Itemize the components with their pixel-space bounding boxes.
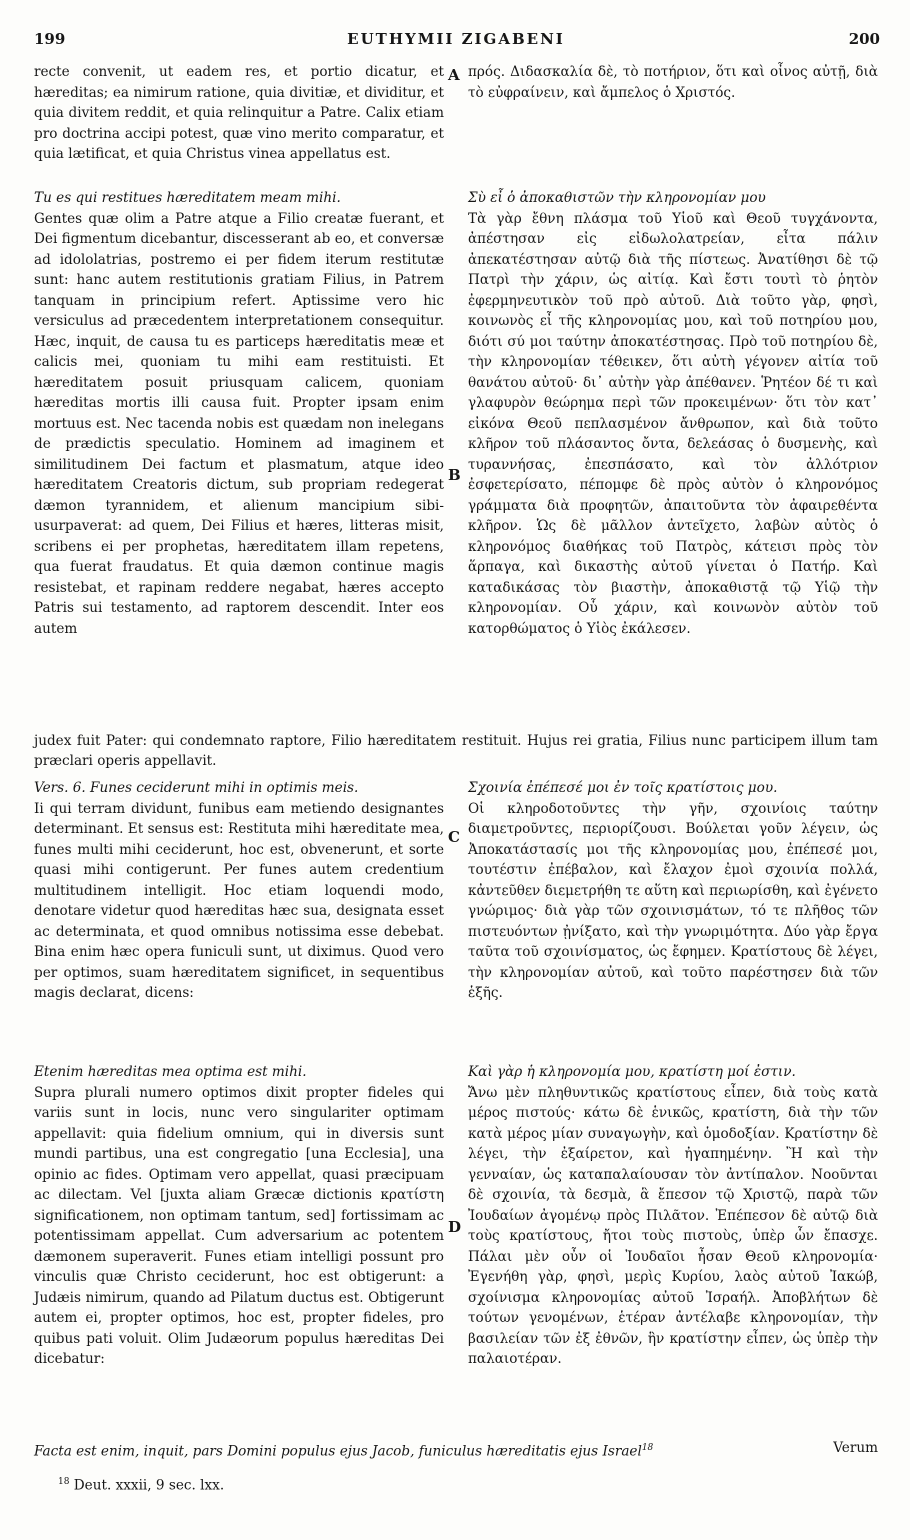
greek-heading: Σχοινία ἐπέπεσέ μοι ἐν τοῖς κρατίστοις μου. [468,780,778,796]
greek-text: πρός. Διδασκαλία δὲ, τὸ ποτήριον, ὅτι καὶ οἶνος αὐτῇ, διὰ τὸ εὐφραίνειν, καὶ ἄμπελος ὁ Χριστός. [468,64,878,101]
latin-heading: Etenim hæreditas mea optima est mihi. [34,1064,307,1080]
greek-text: Ἄνω μὲν πληθυντικῶς κρατίστους εἶπεν, διὰ τοὺς κατὰ μέρος πιστούς· κάτω δὲ ἑνικῶς, κρατίστη, διὰ τὴν τῶν κατὰ μέρος μίαν συναγωγὴν, καὶ ὁμοδοξίαν. Κρατίστην δὲ λέγει, τὴν ἐξαίρετον, καὶ ἠγαπημένην. Ἢ καὶ τὴν γενναίαν, ὡς καταπαλαίουσαν τὸν ἀντίπαλον. Νοοῦνται δὲ σχοινία, τὰ δεσμὰ, ἃ ἔπεσον τῷ Χριστῷ, παρὰ τῶν Ἰουδαίων ἀγομένῳ πρὸς Πιλᾶτον. Ἐπέπεσον δὲ αὐτῷ διὰ τοὺς κρατίστους, ἤτοι τοὺς πιστοὺς, ὑπὲρ ὧν ἔπασχε. Πάλαι μὲν οὖν οἱ Ἰουδαῖοι ἦσαν Θεοῦ κληρονομία· Ἐγενήθη γὰρ, φησὶ, μερὶς Κυρίου, λαὸς αὐτοῦ Ἰακώβ, σχοίνισμα κληρονομίας αὐτοῦ Ἰσραήλ. Ἀποβλήτων δὲ τούτων γενομένων, ἑτέραν ἀντέλαβε κληρονομίαν, τὴν βασιλείαν τῶν ἐξ ἐθνῶν, ἣν κρατίστην εἶπεν, ὡς ὑπὲρ τὴν παλαιοτέραν. [468,1084,878,1367]
full-width-block3 [34,731,878,775]
margin-marker-a: A [448,66,460,84]
latin-text: Gentes quæ olim a Patre atque a Filio creatæ fuerant, et Dei figmentum dicebantur, discesserant ab eo, et conversæ ad idololatrias, postremo ei per fidem iterum restitutæ sunt: hanc autem restitutionis gratiam Filius, in Patrem tanquam in principium refert. Aptissime vero hic versiculus ad præcedentem interpretationem consequitur. Hæc, inquit, de causa tu es particeps hæreditatis meæ et calicis mei, quoniam tu mihi eam restituisti. Et hæreditatem posuit priusquam calicem, quoniam hæreditas mortis illi causa fuit. Propter ipsam enim mortuus est. Nec tacenda nobis est quædam non inelegans de prædictis speculatio. Hominem ad imaginem et similitudinem Dei factum et plasmatum, atque ideo hæreditatem Creatoris dictum, sub propriam redegerat dæmon tyrannidem, et alienum mancipium sibi-usurpaverat: ad quem, Dei Filius et hæres, litteras misit, scribens ei per prophetas, hæreditatem illam repetens, qua fuerat fraudatus. Et quia dæmon continue magis resistebat, et rapinam reddere negabat, hæres accepto Patris sui testamento, ad raptorem descendit. Inter eos autem [34,210,444,637]
page-number-right: 200 [848,30,880,48]
page [30,28,882,1518]
running-title: EUTHYMII ZIGABENI [347,30,565,48]
footnote-ref: 18 [641,1443,654,1453]
latin-text: recte convenit, ut eadem res, et portio dicatur, et hæreditas; ea nimirum ratione, quia divitiæ, et dividitur, et quia divitem reddit, et quia relinquitur a Patre. Calix etiam pro doctrina accipi potest, quæ vino merito comparatur, et quia lætificat, et quia Christus vinea appellatus est. [34,64,444,162]
latin-text: Ii qui terram dividunt, funibus eam metiendo designantes determinant. Et sensus est: Restituta mihi hæreditate mea, funes multi mihi ceciderunt, hoc est, obvenerunt, et sorte quasi mihi contigerunt. Per funes autem credentium multitudinem intelligit. Hoc etiam loquendi modo, denotare videtur quod hæreditas hæc sua, designata esset ac determinata, et quod omnibus notissima esse debebat. Bina enim hæc opera funiculi sunt, ut diximus. Quod vero per optimos, suam hæreditatem significet, in sequentibus magis declarat, dicens: [34,800,444,1001]
greek-column-block2 [468,188,878,728]
greek-column-block4 [468,778,878,1058]
greek-text: Οἱ κληροδοτοῦντες τὴν γῆν, σχοινίοις ταύτην διαμετροῦντες, περιορίζουσι. Βούλεται γοῦν λέγειν, ὡς Ἀποκατάστασίς μοι τῆς κληρονομίας μου, ἐπέπεσέ μοι, τουτέστιν ἐπέβαλον, καὶ ἔλαχον ἐμοὶ σχοινία πολλά, κἀντεῦθεν διεμετρήθη τε αὕτη καὶ περιωρίσθη, καὶ ἐγένετο γνώριμος· διὰ γὰρ τῶν σχοινισμάτων, τό τε πλῆθος τῶν πιστευόντων ᾐνίξατο, καὶ τὴν γνωριμότητα. Δύο γὰρ ἔργα ταῦτα τοῦ σχοινίσματος, ὡς ἔφημεν. Κρατίστους δὲ λέγει, τὴν κληρονομίαν αὐτοῦ, καὶ τοῦτο παρέστησεν διὰ τῶν ἑξῆς. [468,800,878,1001]
latin-column-block5 [34,1062,444,1432]
full-width-block6 [34,1438,878,1462]
greek-heading: Σὺ εἶ ὁ ἀποκαθιστῶν τὴν κληρονομίαν μου [468,190,766,206]
latin-text: judex fuit Pater: qui condemnato raptore, Filio hæreditatem restituit. Hujus rei gratia, Filius nunc participem illum tam præclari operis appellavit. [34,733,878,769]
latin-column-block4 [34,778,444,1058]
page-number-left: 199 [34,30,66,48]
margin-marker-c: C [448,828,460,846]
latin-text: Supra plurali numero optimos dixit propter fideles qui variis sunt in locis, nunc vero singulariter optimam appellavit: quia fidelium omnium, qui in diversis sunt mundi partibus, una est congregatio [una Ecclesia], una opinio ac fides. Optimam vero appellat, quasi præcipuam ac dilectam. Vel [juxta aliam Græcæ dictionis κρατίστη significationem, non optimam tantum, sed] fortissimam ac potentissimam appellat. Cum adversarium ac potentem dæmonem superaverit. Funes etiam intelligi possunt pro vinculis quæ Christo ceciderunt, hoc est obtigerunt: a Judæis nimirum, quando ad Pilatum ductus est. Obtigerunt autem ei, propter optimos, hoc est, propter fideles, pro quibus pati voluit. Olim Judæorum populus hæreditas Dei dicebatur: [34,1084,444,1367]
latin-heading: Tu es qui restitues hæreditatem meam mihi. [34,190,341,206]
greek-column-block5 [468,1062,878,1432]
latin-heading: Vers. 6. Funes ceciderunt mihi in optimis meis. [34,780,359,796]
footnote-number: 18 [58,1477,70,1487]
footnote-text: Deut. xxxii, 9 sec. lxx. [73,1477,225,1494]
greek-text: Τὰ γὰρ ἔθνη πλάσμα τοῦ Υἱοῦ καὶ Θεοῦ τυγχάνοντα, ἀπέστησαν εἰς εἰδωλολατρείαν, εἶτα πάλιν ἀπεκατέστησαν αὐτῷ διὰ τῆς πίστεως. Ἀνατίθησι δὲ τῷ Πατρὶ τὴν χάριν, ὡς αἰτίᾳ. Καὶ ἔστι τουτὶ τὸ ῥητὸν ἐφερμηνευτικὸν τοῦ πρὸ αὐτοῦ. Διὰ τοῦτο γὰρ, φησὶ, κοινωνὸς εἶ τῆς κληρονομίας μου, καὶ τοῦ ποτηρίου μου, διότι σύ μοι ταύτην ἀποκατέστησας. Πρὸ τοῦ ποτηρίου δὲ, τὴν κληρονομίαν τέθεικεν, ὅτι αὐτὴ γέγονεν αἰτία τοῦ θανάτου αὐτοῦ· δι᾿ αὐτὴν γὰρ ἀπέθανεν. Ῥητέον δέ τι καὶ γλαφυρὸν θεώρημα περὶ τῶν προκειμένων· ὅτι τὸν κατ᾿ εἰκόνα Θεοῦ πεπλασμένον ἄνθρωπον, καὶ διὰ τοῦτο κλῆρον τοῦ πλάσαντος ὄντα, δελεάσας ὁ δυσμενὴς, καὶ τυραννήσας, ἐπεσπάσατο, καὶ τὸν ἀλλότριον ἐσφετερίσατο, πέπομφε δὲ πρὸς αὐτὸν ὁ κληρονόμος γράμματα διὰ προφητῶν, ἀπαιτοῦντα τὸν ἀφαιρεθέντα κλῆρον. Ὡς δὲ μᾶλλον ἀντεῖχετο, λαβὼν αὐτὸς ὁ κληρονόμος διαθήκας τοῦ Πατρὸς, κάτεισι πρὸς τὸν ἅρπαγα, καὶ δικαστὴς αὐτοῦ γίνεται ὁ Πατήρ. Καὶ καταδικάσας τὸν βιαστὴν, ἀποκαθιστᾷ τῷ Υἱῷ τὴν κληρονομίαν. Οὗ χάριν, καὶ κοινωνὸν αὐτὸν τοῦ κατορθώματος ὁ Υἱὸς ἐκάλεσεν. [468,210,878,637]
continuation-word: Verum [833,1440,878,1456]
running-header [30,28,882,54]
latin-column-block1 [34,62,444,188]
latin-column-block2 [34,188,444,728]
margin-marker-d: D [448,1218,462,1236]
greek-heading: Καὶ γὰρ ἡ κληρονομία μου, κρατίστη μοί ἐστιν. [468,1064,796,1080]
latin-text: Facta est enim, inquit, pars Domini populus ejus Jacob, funiculus hæreditatis ejus Israel [34,1443,642,1460]
greek-column-block1 [468,62,878,106]
margin-marker-b: B [448,466,461,484]
footnote [58,1477,224,1494]
